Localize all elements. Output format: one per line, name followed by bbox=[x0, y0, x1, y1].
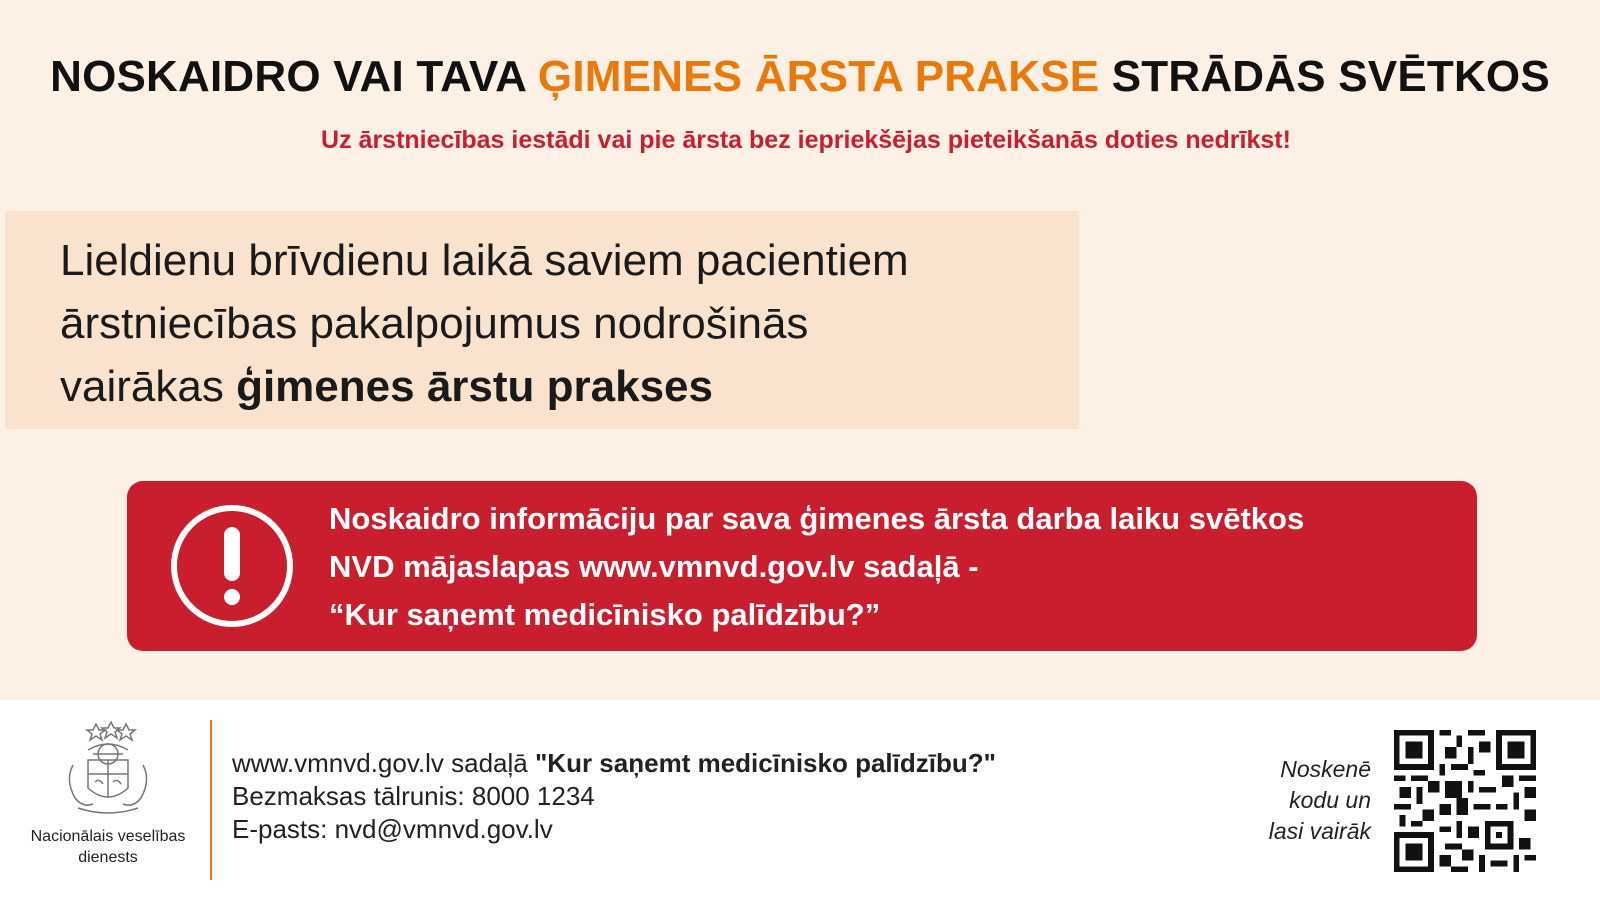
scan-caption-line-2: kodu un bbox=[1289, 787, 1371, 813]
title-part-1: NOSKAIDRO VAI TAVA bbox=[50, 52, 538, 101]
info-line-3-plain: vairākas bbox=[60, 362, 237, 411]
info-line-2: ārstniecības pakalpojumus nodrošinās bbox=[60, 299, 809, 348]
footer bbox=[0, 700, 1600, 900]
info-line-3 bbox=[60, 355, 1079, 418]
scan-caption-line-1: Noskenē bbox=[1280, 756, 1371, 782]
info-box bbox=[5, 211, 1079, 429]
scan-caption bbox=[1236, 754, 1371, 847]
logo-text-line-2: dienests bbox=[78, 849, 138, 866]
contact-email[interactable]: E-pasts: nvd@vmnvd.gov.lv bbox=[232, 814, 553, 844]
title-accent: ĢIMENES ĀRSTA PRAKSE bbox=[537, 52, 1100, 101]
contact-website[interactable] bbox=[232, 747, 996, 780]
exclamation-circle-icon bbox=[169, 503, 295, 629]
contact-url[interactable]: www.vmnvd.gov.lv sadaļā bbox=[232, 748, 535, 778]
nvd-logo bbox=[18, 720, 198, 880]
alert-box bbox=[127, 481, 1477, 651]
alert-line-3: “Kur saņemt medicīnisko palīdzību?” bbox=[329, 597, 881, 632]
contact-phone: Bezmaksas tālrunis: 8000 1234 bbox=[232, 781, 595, 811]
contact-info bbox=[232, 747, 996, 846]
logo-text-line-1: Nacionālais veselības bbox=[30, 828, 186, 845]
warning-subtitle: Uz ārstniecības iestādi vai pie ārsta bez iepriekšējas pieteikšanās doties nedrīkst! bbox=[321, 126, 1291, 154]
scan-caption-line-3: lasi vairāk bbox=[1268, 818, 1371, 844]
contact-section: "Kur saņemt medicīnisko palīdzību?" bbox=[534, 748, 996, 778]
coat-of-arms-icon bbox=[53, 720, 163, 820]
alert-text bbox=[329, 495, 1459, 639]
alert-line-1: Noskaidro informāciju par sava ģimenes ārsta darba laiku svētkos bbox=[329, 501, 1305, 536]
info-line-1: Lieldienu brīvdienu laikā saviem pacientiem bbox=[60, 236, 909, 285]
qr-code-icon[interactable] bbox=[1394, 730, 1536, 872]
alert-line-2: NVD mājaslapas www.vmnvd.gov.lv sadaļā - bbox=[329, 549, 979, 584]
page-title bbox=[0, 52, 1600, 102]
footer-divider bbox=[210, 720, 212, 880]
title-part-2: STRĀDĀS SVĒTKOS bbox=[1099, 52, 1550, 101]
info-line-3-bold: ģimenes ārstu prakses bbox=[236, 362, 713, 411]
